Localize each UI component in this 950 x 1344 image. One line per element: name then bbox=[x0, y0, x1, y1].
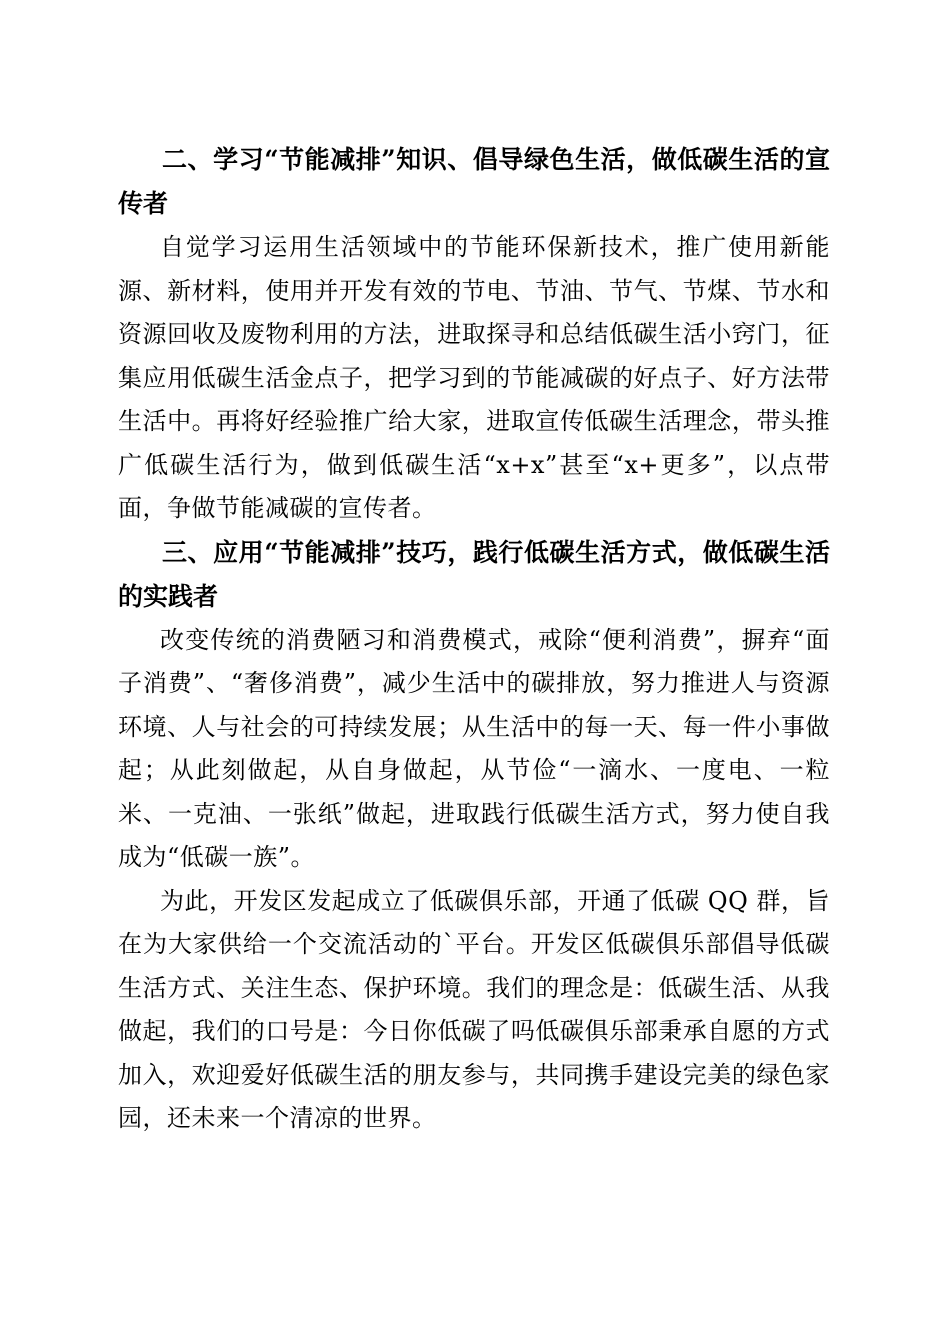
section-3-paragraph-2: 为此，开发区发起成立了低碳俱乐部，开通了低碳 QQ 群，旨在为大家供给一个交流活动的`平台。开发区低碳俱乐部倡导低碳生活方式、关注生态、保护环境。我们的理念是：低碳生活、从我做起，我们的口号是：今日你低碳了吗低碳俱乐部秉承自愿的方式加入，欢迎爱好低碳生活的朋友参与，共同携手建设完美的绿色家园，还未来一个清凉的世界。 bbox=[118, 886, 830, 1132]
section-3-paragraph-1: 改变传统的消费陋习和消费模式，戒除“便利消费”，摒弃“面子消费”、“奢侈消费”，减少生活中的碳排放，努力推进人与资源环境、人与社会的可持续发展；从生活中的每一天、每一件小事做起；从此刻做起，从自身做起，从节俭“一滴水、一度电、一粒米、一克油、一张纸”做起，进取践行低碳生活方式，努力使自我成为“低碳一族”。 bbox=[118, 625, 830, 871]
section-heading-2: 二、学习“节能减排”知识、倡导绿色生活，做低碳生活的宣传者 bbox=[118, 145, 830, 218]
section-2-paragraph-1: 自觉学习运用生活领域中的节能环保新技术，推广使用新能源、新材料，使用并开发有效的节电、节油、节气、节煤、节水和资源回收及废物利用的方法，进取探寻和总结低碳生活小窍门，征集应用低碳生活金点子，把学习到的节能减碳的好点子、好方法带生活中。再将好经验推广给大家，进取宣传低碳生活理念，带头推广低碳生活行为，做到低碳生活“x+x”甚至“x+更多”，以点带面，争做节能减碳的宣传者。 bbox=[118, 233, 830, 522]
document-page bbox=[118, 138, 830, 1141]
section-heading-3: 三、应用“节能减排”技巧，践行低碳生活方式，做低碳生活的实践者 bbox=[118, 537, 830, 611]
